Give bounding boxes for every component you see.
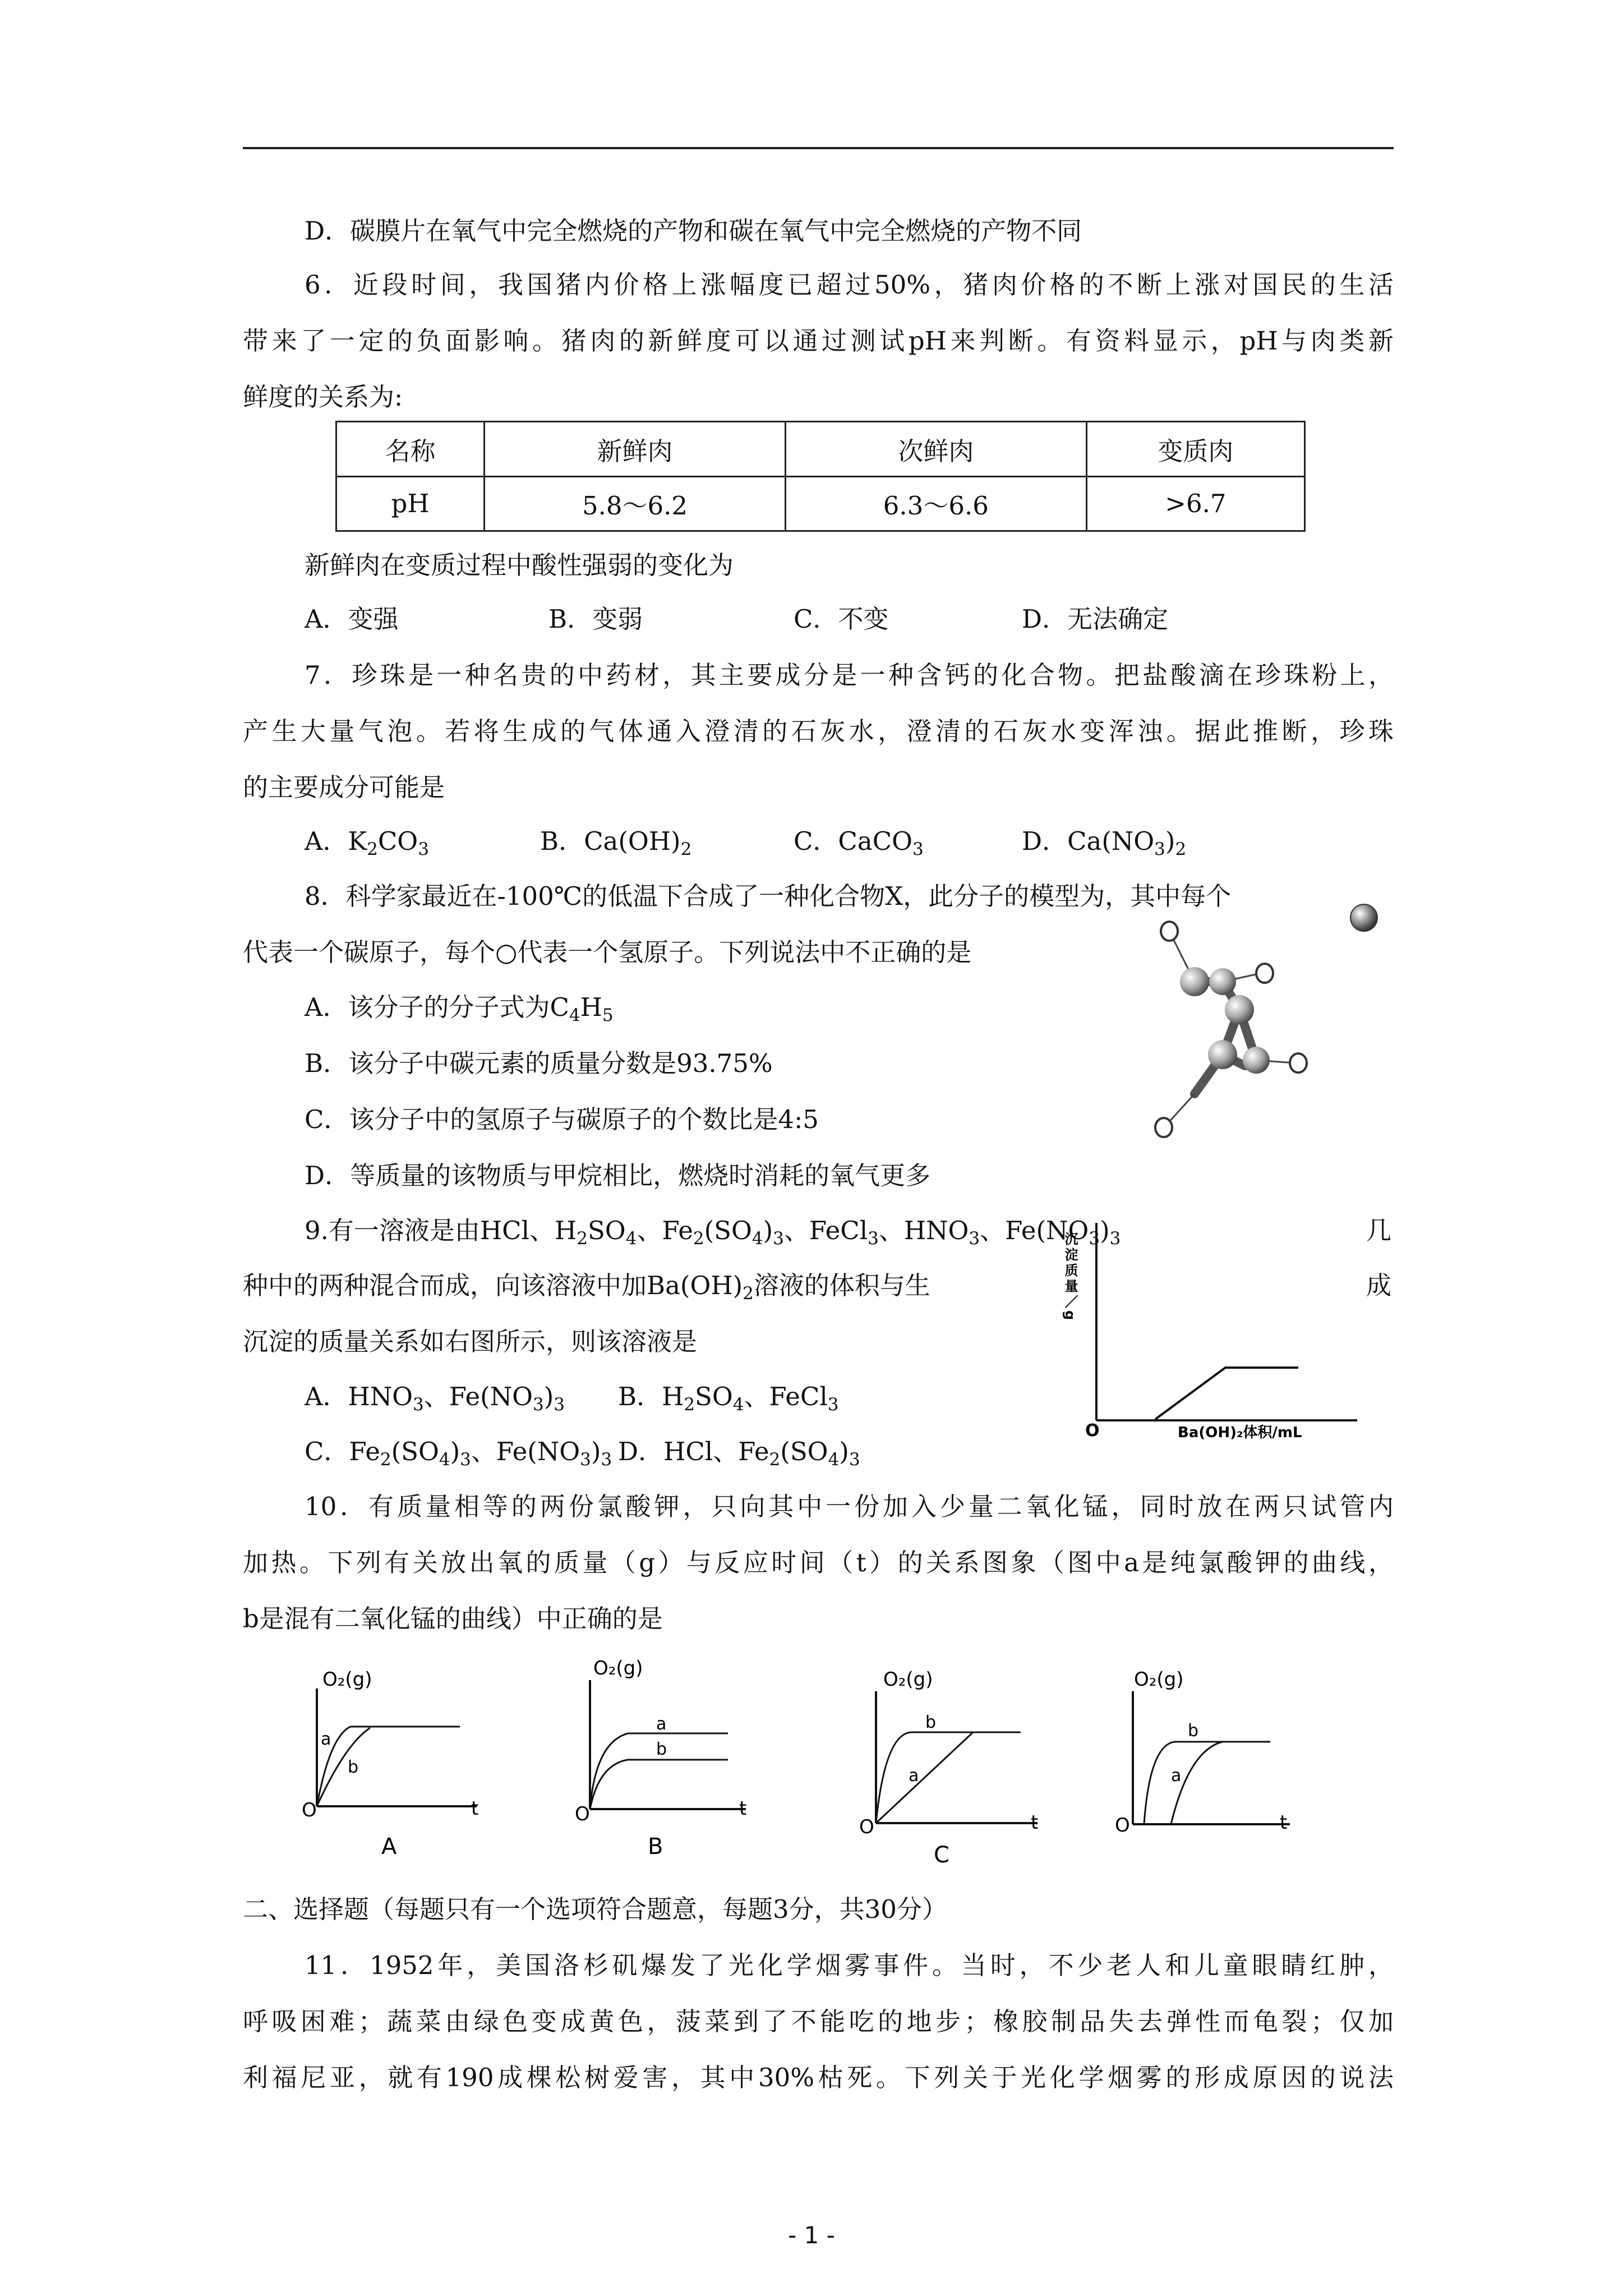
q9-line-1: 9.有一溶液是由HCl、$H_2SO_4$、$Fe_2(SO_4)_3$、FeCl$_3$、$HNO_3$、$Fe(NO_3)_3$ bbox=[305, 1216, 1121, 1249]
header-rule bbox=[243, 147, 1394, 149]
q6-stem: 新鲜肉在变质过程中酸性强弱的变化为 bbox=[305, 550, 734, 580]
q6-line-2: 带来了一定的负面影响。猪肉的新鲜度可以通过测试pH来判断。有资料显示，pH与肉类新 bbox=[243, 326, 1394, 356]
origin-label: O bbox=[1115, 1814, 1130, 1837]
option-letter: B bbox=[648, 1834, 663, 1860]
q6-line-1: 6．近段时间，我国猪内价格上涨幅度已超过50%，猪肉价格的不断上涨对国民的生活 bbox=[305, 270, 1394, 300]
q8-option-d: D．等质量的该物质与甲烷相比，燃烧时消耗的氧气更多 bbox=[305, 1161, 931, 1190]
q9-line-2: 种中的两种混合而成，向该溶液中加$Ba(OH)_2$溶液的体积与生 bbox=[243, 1271, 930, 1304]
x-axis-label: t bbox=[1031, 1811, 1039, 1834]
curve-a bbox=[876, 1732, 973, 1823]
q6-option-a: A．变强 bbox=[305, 604, 399, 634]
curve-b bbox=[876, 1732, 1021, 1823]
q8-option-c: C．该分子中的氢原子与碳原子的个数比是4:5 bbox=[305, 1105, 819, 1134]
precipitate-graph bbox=[1038, 1212, 1363, 1453]
q8-option-a: A．该分子的分子式为$C_4H_5$ bbox=[305, 992, 614, 1025]
curve-label: a bbox=[1171, 1766, 1182, 1786]
curve-b bbox=[590, 1760, 728, 1809]
q9-option-a: A．$HNO_3$、$Fe(NO_3)_3$ bbox=[305, 1382, 565, 1415]
q8-line-1: 8．科学家最近在-100℃的低温下合成了一种化合物X，此分子的模型为，其中每个 bbox=[305, 881, 1232, 911]
y-axis-label: O₂(g) bbox=[1134, 1668, 1184, 1691]
q9-option-b: B．$H_2SO_4$、FeCl$_3$ bbox=[618, 1382, 839, 1415]
carbon-atom-icon bbox=[1348, 902, 1380, 933]
curve-b bbox=[1144, 1742, 1270, 1824]
table-cell: pH bbox=[336, 476, 485, 531]
q5-option-d: D．碳膜片在氧气中完全燃烧的产物和碳在氧气中完全燃烧的产物不同 bbox=[305, 216, 1082, 246]
oxygen-graph-c bbox=[852, 1660, 1066, 1868]
origin-label: O bbox=[575, 1803, 590, 1825]
origin-label: O bbox=[1085, 1421, 1100, 1441]
table-cell: 新鲜肉 bbox=[485, 422, 786, 477]
table-cell: 次鲜肉 bbox=[785, 422, 1086, 477]
q6-option-d: D．无法确定 bbox=[1022, 604, 1169, 634]
oxygen-graph-d bbox=[1105, 1660, 1318, 1868]
oxygen-graph-b bbox=[561, 1652, 774, 1860]
q10-line-3: b是混有二氧化锰的曲线）中正确的是 bbox=[243, 1604, 663, 1634]
table-cell: 6.3～6.6 bbox=[785, 476, 1086, 531]
y-axis-label: O₂(g) bbox=[322, 1668, 372, 1691]
q7-line-2: 产生大量气泡。若将生成的气体通入澄清的石灰水，澄清的石灰水变浑浊。据此推断，珍珠 bbox=[243, 716, 1394, 746]
curve-label: b bbox=[925, 1713, 937, 1732]
x-axis-label: t bbox=[739, 1797, 747, 1820]
section-2-heading: 二、选择题（每题只有一个选项符合题意，每题3分，共30分） bbox=[243, 1894, 947, 1924]
precipitate-curve bbox=[1155, 1368, 1298, 1419]
table-cell: >6.7 bbox=[1086, 476, 1304, 531]
q7-line-1: 7．珍珠是一种名贵的中药材，其主要成分是一种含钙的化合物。把盐酸滴在珍珠粉上， bbox=[305, 660, 1394, 690]
curve-label: a bbox=[656, 1714, 667, 1734]
origin-label: O bbox=[302, 1799, 317, 1821]
table-cell: 名称 bbox=[336, 422, 485, 477]
curve-label: b bbox=[656, 1740, 667, 1759]
q8-line-2: 代表一个碳原子，每个○代表一个氢原子。下列说法中不正确的是 bbox=[243, 937, 972, 967]
curve-label: b bbox=[348, 1757, 359, 1777]
ph-freshness-table bbox=[335, 421, 1306, 532]
q11-line-3: 利福尼亚，就有190成棵松树爱害，其中30%枯死。下列关于光化学烟雾的形成原因的说法 bbox=[243, 2063, 1394, 2092]
molecule-model-image bbox=[1138, 914, 1318, 1139]
y-axis-label: O₂(g) bbox=[883, 1668, 933, 1691]
y-axis-label: 沉淀质量／g bbox=[1062, 1232, 1078, 1323]
table-cell: 变质肉 bbox=[1086, 422, 1304, 477]
option-letter: A bbox=[381, 1834, 397, 1860]
q10-line-2: 加热。下列有关放出氧的质量（g）与反应时间（t）的关系图象（图中a是纯氯酸钾的曲线， bbox=[243, 1548, 1394, 1577]
oxygen-graph-a bbox=[292, 1666, 505, 1874]
option-letter: C bbox=[934, 1842, 949, 1868]
q9-line-1-end: 几 bbox=[1366, 1216, 1392, 1245]
y-axis-label: O₂(g) bbox=[593, 1657, 643, 1680]
q7-option-a: A．$K_2CO_3$ bbox=[305, 826, 429, 859]
table-header-row bbox=[336, 422, 1305, 477]
page-number: - 1 - bbox=[788, 2221, 835, 2249]
origin-label: O bbox=[859, 1816, 874, 1838]
q9-option-d: D．HCl、$Fe_2(SO_4)_3$ bbox=[618, 1437, 860, 1470]
q6-option-c: C．不变 bbox=[794, 604, 889, 634]
table-row bbox=[336, 476, 1305, 531]
curve-label: a bbox=[321, 1729, 331, 1749]
table-cell: 5.8～6.2 bbox=[485, 476, 786, 531]
q7-option-c: C．CaCO$_3$ bbox=[794, 826, 924, 859]
q9-option-c: C．$Fe_2(SO_4)_3$、$Fe(NO_3)_3$ bbox=[305, 1437, 612, 1470]
curve-label: a bbox=[909, 1766, 919, 1786]
curve-label: b bbox=[1188, 1721, 1199, 1741]
q8-option-b: B．该分子中碳元素的质量分数是93.75% bbox=[305, 1048, 773, 1078]
q11-line-2: 呼吸困难；蔬菜由绿色变成黄色，菠菜到了不能吃的地步；橡胶制品失去弹性而龟裂；仅加 bbox=[243, 2007, 1394, 2036]
x-axis-label: Ba(OH)₂体积/mL bbox=[1178, 1424, 1302, 1441]
x-axis-label: t bbox=[471, 1797, 479, 1820]
q6-line-3: 鲜度的关系为: bbox=[243, 382, 403, 412]
q7-option-d: D．$Ca(NO_3)_2$ bbox=[1022, 826, 1187, 859]
x-axis-label: t bbox=[1280, 1811, 1288, 1834]
q9-line-2-end: 成 bbox=[1366, 1271, 1392, 1300]
q7-option-b: B．$Ca(OH)_2$ bbox=[540, 826, 692, 859]
q11-line-1: 11．1952年，美国洛杉矶爆发了光化学烟雾事件。当时，不少老人和儿童眼睛红肿， bbox=[305, 1950, 1394, 1980]
q6-option-b: B．变弱 bbox=[548, 604, 643, 634]
q9-line-3: 沉淀的质量关系如右图所示，则该溶液是 bbox=[243, 1327, 698, 1356]
q10-line-1: 10．有质量相等的两份氯酸钾，只向其中一份加入少量二氧化锰，同时放在两只试管内 bbox=[305, 1492, 1394, 1521]
q7-line-3: 的主要成分可能是 bbox=[243, 772, 445, 802]
